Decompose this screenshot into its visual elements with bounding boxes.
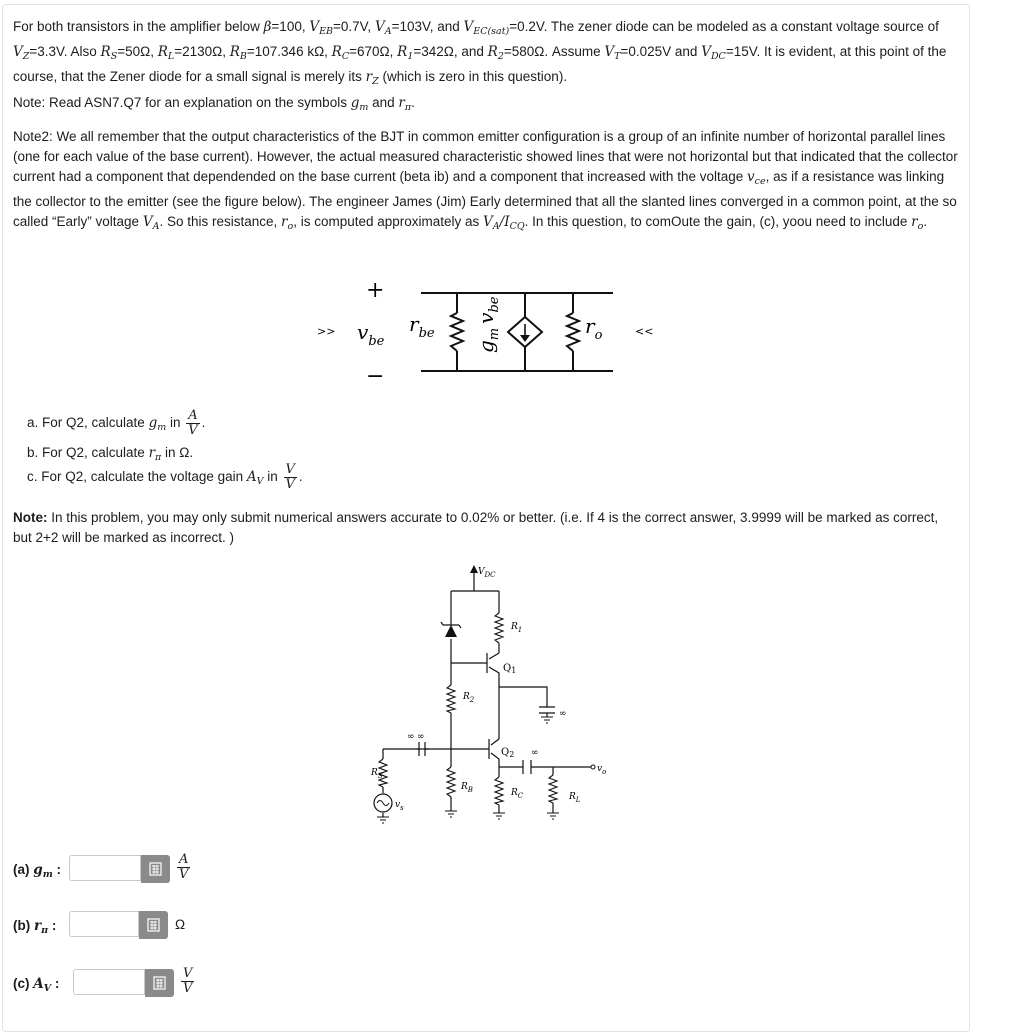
gm-unit: $\frac{A}{V}$	[179, 852, 189, 882]
question-c-unit: $\frac{V}{V}$	[285, 462, 295, 492]
note-early-effect: Note2: We all remember that the output characteristics of the BJT in common emitter configuration is a group of an infinite number of horizontal parallel lines (one for each value of the base current). However, the actual measured characteristic showed lines that were not horizontal but that indicated that the collector current had a component that dependended on the base current (beta ib) and a component that increased with the voltage $v_{ce}$, as if a resistance was linking the collector to the emitter (see the figure below). The engineer James (Jim) Early determined that all the slanted lines converged in a common point, at the so called “Early” voltage $V_A$. So this resistance, $r_o$, is computed approximately as $V_A/I_{CQ}$. In this question, to comOute the gain, (c), yoou need to include $r_o$.	[13, 129, 958, 232]
answer-label-gm: (a) $g_m$ :	[13, 862, 62, 880]
gm-answer-input[interactable]	[69, 855, 141, 881]
note-accuracy: Note: In this problem, you may only submit numerical answers accurate to 0.02% or better. (i.e. If 4 is the correct answer, 3.9999 will be marked as correct, but 2+2 will be marked as incorrect. )	[13, 510, 939, 545]
bypass-cap-label: ∞	[559, 709, 567, 719]
rpi-unit: Ω	[175, 917, 186, 932]
rc-label: $R_C$	[511, 788, 524, 800]
question-a: a. For Q2, calculate $g_m$ in $\frac{A}{V}$ .	[27, 408, 206, 438]
rs-label: $R_S$	[371, 768, 383, 780]
problem-intro: For both transistors in the amplifier below β=100, $V_{EB}=0.7V$, $V_A=103V$, and $V_{EC(sat)}=0.2V$. The zener diode can be modeled as a constant voltage source of $V_Z=3.3V$. Also $R_S=50\Omega$, $R_L=2130\Omega$, $R_B=107.346$ kΩ, $R_C=670\Omega$, $R_1=342\Omega$, and $R_2=580\Omega$. Assume $V_T=0.025V$ and $V_{DC}=15V$. It is evident, at this point of the course, that the Zener diode for a small signal is merely its $r_Z$ (which is zero in this question).	[13, 19, 947, 87]
gm-vbe-label: $g_mv_{be}$	[474, 296, 502, 353]
vs-label: $v_s$	[395, 800, 404, 812]
figure-right-mark: <<	[635, 325, 654, 338]
av-answer-input[interactable]	[73, 969, 145, 995]
plus-sign: +	[366, 278, 385, 303]
q2-label: $Q_2$	[501, 747, 515, 759]
answer-row-av	[13, 966, 213, 999]
q1-label: $Q_1$	[503, 663, 517, 675]
gm-calculator-button[interactable]	[141, 855, 170, 883]
rb-label: $R_B$	[461, 782, 473, 794]
question-c: c. For Q2, calculate the voltage gain $A_V$ in $\frac{V}{V}$ .	[27, 462, 303, 492]
vbe-label: $v_{be}$	[357, 320, 385, 349]
question-a-unit: $\frac{A}{V}$	[188, 408, 198, 438]
ro-label: $r_o$	[585, 314, 603, 343]
amplifier-circuit-figure	[361, 561, 607, 835]
rl-label: $R_L$	[569, 792, 581, 804]
calculator-icon	[139, 911, 168, 939]
figure-left-mark: >>	[317, 325, 336, 338]
question-b: b. For Q2, calculate $r_\pi$ in Ω.	[27, 445, 194, 463]
answer-row-gm	[13, 852, 213, 885]
answer-row-rpi	[13, 911, 213, 941]
calculator-icon	[141, 855, 170, 883]
answer-label-rpi: (b) $r_\pi$ :	[13, 918, 57, 936]
rbe-label: $r_{be}$	[409, 312, 435, 341]
note-symbols: Note: Read ASN7.Q7 for an explanation on the symbols $g_m$ and $r_\pi$.	[13, 95, 415, 113]
av-unit: $\frac{V}{V}$	[183, 966, 193, 996]
input-cap-label-2: ∞	[407, 732, 415, 742]
input-cap-label: ∞	[417, 732, 425, 742]
answer-label-av: (c) $A_V$ :	[13, 976, 60, 994]
r1-label: $R_1$	[511, 622, 523, 634]
rpi-calculator-button[interactable]	[139, 911, 168, 939]
output-terminal	[591, 765, 595, 769]
output-cap-label: ∞	[531, 748, 539, 758]
vo-label: $v_o$	[597, 764, 607, 776]
rpi-answer-input[interactable]	[69, 911, 139, 937]
vdc-label: $V_{DC}$	[478, 567, 496, 579]
r2-label: $R_2$	[463, 692, 475, 704]
small-signal-model-figure	[317, 261, 717, 395]
minus-sign: −	[366, 364, 385, 389]
question-card	[2, 4, 970, 1032]
av-calculator-button[interactable]	[145, 969, 174, 997]
calculator-icon	[145, 969, 174, 997]
